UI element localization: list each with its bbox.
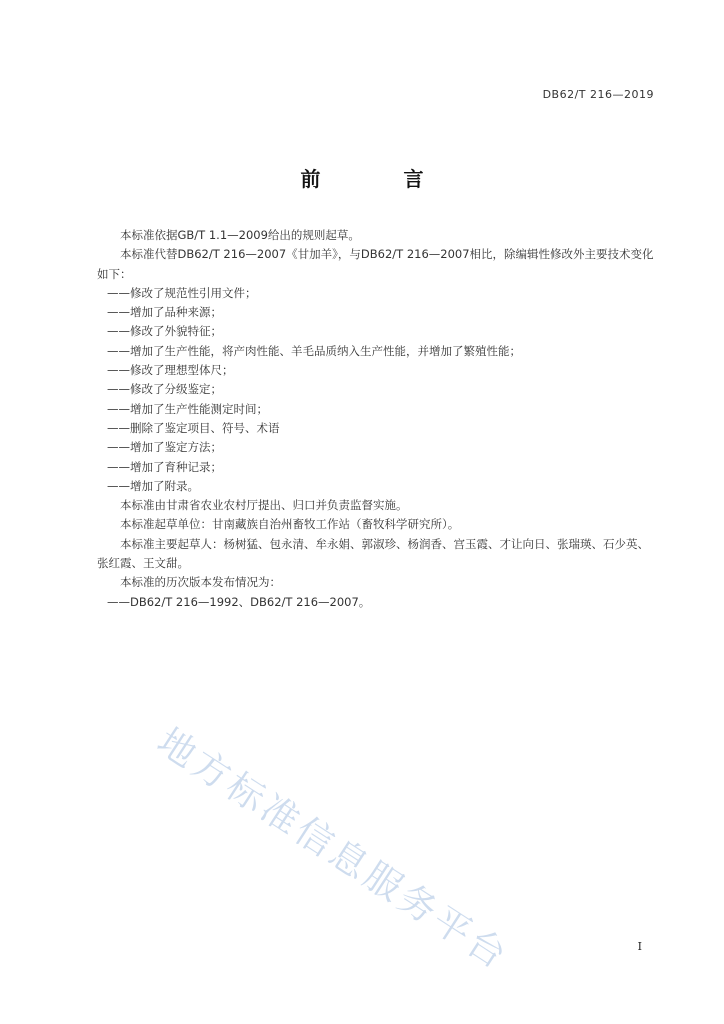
paragraph-history-heading: 本标准的历次版本发布情况为：	[120, 575, 281, 590]
change-item: ——修改了外貌特征；	[107, 324, 222, 339]
change-item: ——增加了附录。	[107, 478, 199, 493]
document-code: DB62/T 216—2019	[542, 88, 654, 101]
page-number: I	[637, 940, 642, 953]
paragraph-replacement: 本标准代替DB62/T 216—2007《甘加羊》，与DB62/T 216—2007相比，除编辑性修改外主要技术变化如下：	[97, 247, 654, 281]
paragraph-basis: 本标准依据GB/T 1.1—2009给出的规则起草。	[120, 228, 360, 242]
paragraph-history-versions: ——DB62/T 216—1992、DB62/T 216—2007。	[107, 594, 371, 609]
change-item: ——增加了品种来源；	[107, 305, 222, 320]
change-item: ——增加了生产性能，将产肉性能、羊毛品质纳入生产性能，并增加了繁殖性能；	[107, 343, 521, 358]
change-item: ——修改了规范性引用文件；	[107, 285, 257, 300]
paragraph-drafting-unit: 本标准起草单位：甘南藏族自治州畜牧工作站（畜牧科学研究所）。	[120, 517, 460, 532]
change-item: ——增加了鉴定方法；	[107, 440, 222, 455]
change-item: ——增加了育种记录；	[107, 459, 222, 474]
change-item: ——增加了生产性能测定时间；	[107, 401, 268, 416]
page-title: 前 言	[300, 167, 462, 191]
change-item: ——修改了理想型体尺；	[107, 363, 234, 378]
paragraph-drafters: 本标准主要起草人：杨树猛、包永清、牟永娟、郭淑珍、杨润香、宫玉霞、才让向日、张瑞瑛、石少英、张红霞、王文甜。	[97, 536, 649, 571]
change-item: ——修改了分级鉴定；	[107, 382, 222, 397]
watermark: 地方标准信息服务平台	[149, 719, 517, 979]
paragraph-proposer: 本标准由甘肃省农业农村厅提出、归口并负责监督实施。	[120, 498, 408, 513]
change-item: ——删除了鉴定项目、符号、术语	[107, 420, 280, 435]
document-body	[97, 226, 659, 612]
